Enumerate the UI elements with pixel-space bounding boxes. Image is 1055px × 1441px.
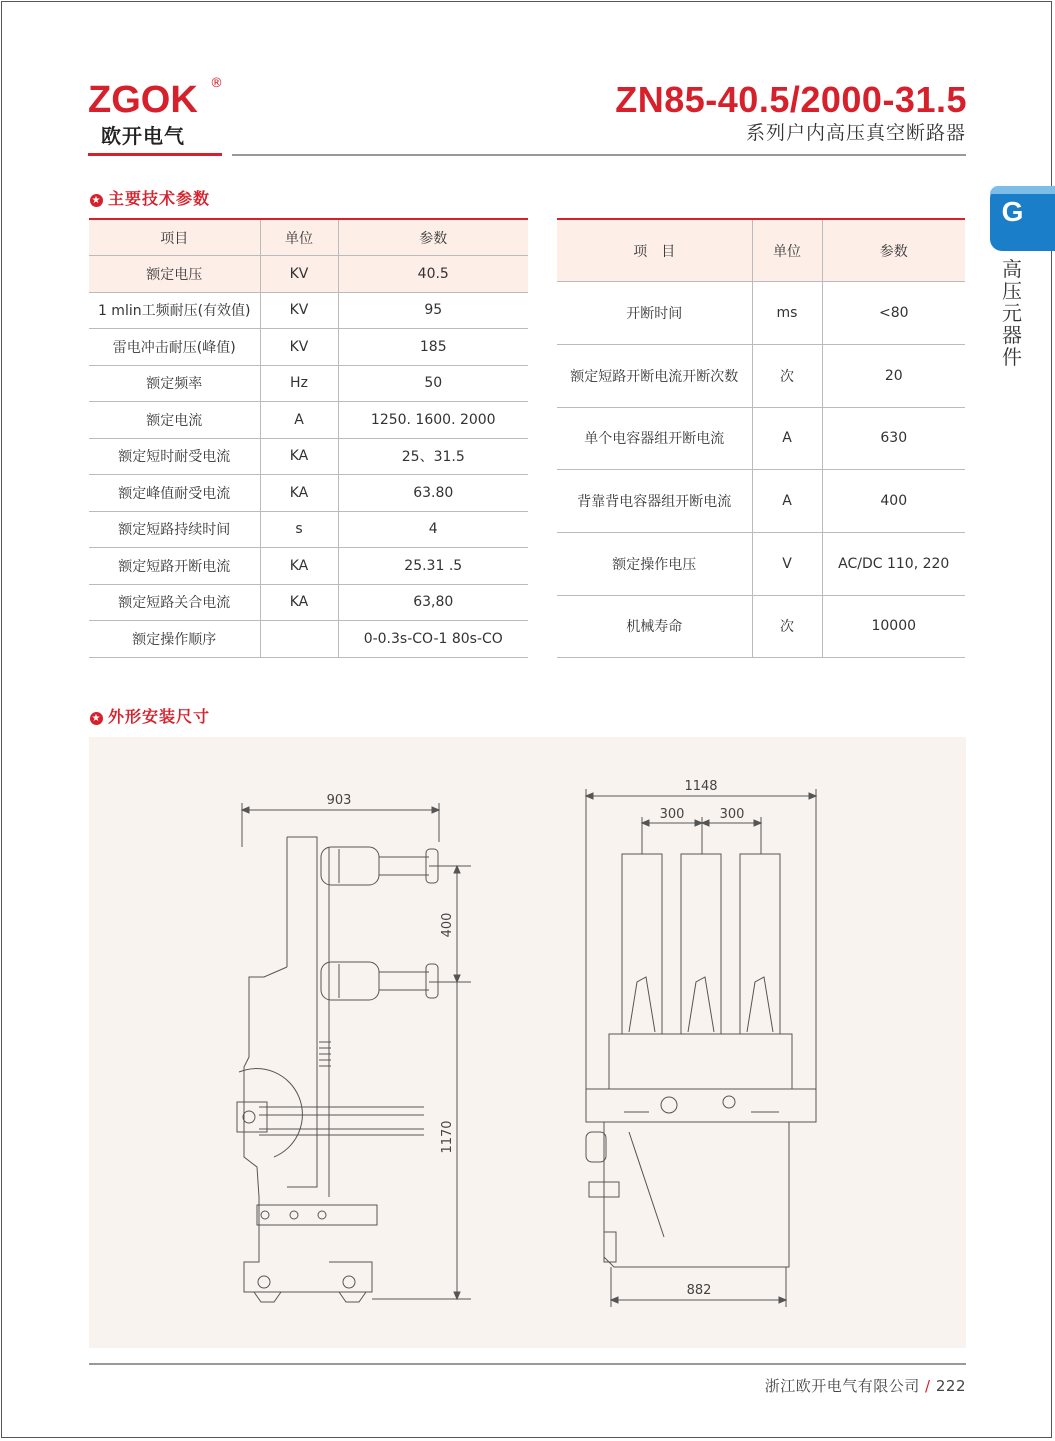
table-cell: 4 (338, 511, 528, 548)
table-row (557, 532, 965, 595)
table-cell: 额定操作电压 (557, 532, 752, 595)
table-cell: 95 (338, 292, 528, 329)
table-cell: 次 (752, 595, 822, 658)
table-cell: A (752, 407, 822, 470)
table-cell: <80 (822, 282, 965, 345)
table-cell: Hz (260, 365, 338, 402)
table-cell: 次 (752, 344, 822, 407)
table-row (89, 621, 528, 658)
footer-separator: / (925, 1377, 931, 1395)
star-bullet-icon: ★ (91, 195, 102, 206)
table-cell: 185 (338, 329, 528, 366)
company-name: 浙江欧开电气有限公司 (764, 1377, 920, 1395)
table-cell: 10000 (822, 595, 965, 658)
table-cell: ms (752, 282, 822, 345)
table-cell: 额定短路开断电流 (89, 548, 260, 585)
page-number: 222 (935, 1377, 966, 1395)
section-dimensions-title: ★ 外形安装尺寸 (91, 707, 211, 726)
table-cell: 额定短路开断电流开断次数 (557, 344, 752, 407)
chapter-tab-highlight (990, 186, 1055, 194)
product-model: ZN85-40.5/2000-31.5 (615, 79, 967, 120)
dim-400: 400 (440, 912, 455, 938)
brand-logo (88, 76, 233, 158)
table-header-row (557, 219, 965, 282)
table-cell (260, 621, 338, 658)
table-cell: KA (260, 584, 338, 621)
table-row (89, 548, 528, 585)
table-row (557, 344, 965, 407)
registered-mark: ® (210, 76, 223, 91)
table-row (89, 329, 528, 366)
table-cell: 额定短时耐受电流 (89, 438, 260, 475)
table-cell: 额定电压 (89, 256, 260, 293)
chapter-title: 高压元器件 (1002, 257, 1022, 369)
table-cell: 63,80 (338, 584, 528, 621)
col-header-item: 项目 (89, 219, 260, 256)
side-view-drawing (237, 793, 471, 1302)
table-cell: 1 mlin工频耐压(有效值) (89, 292, 260, 329)
table-cell: 雷电冲击耐压(峰值) (89, 329, 260, 366)
table-cell: 25.31 .5 (338, 548, 528, 585)
front-view-drawing (586, 779, 816, 1307)
dimension-drawing (89, 737, 966, 1348)
table-row (89, 402, 528, 439)
table-cell: 40.5 (338, 256, 528, 293)
specs-table-right (557, 218, 965, 658)
table-cell: KV (260, 256, 338, 293)
table-cell: 额定峰值耐受电流 (89, 475, 260, 512)
col-header-unit: 单位 (260, 219, 338, 256)
table-row (89, 438, 528, 475)
table-header-row (89, 219, 528, 256)
dim-300-left: 300 (659, 807, 685, 822)
table-cell: 1250. 1600. 2000 (338, 402, 528, 439)
table-cell: KA (260, 475, 338, 512)
dim-1148: 1148 (684, 779, 718, 794)
logo-underline (88, 153, 222, 156)
table-cell: s (260, 511, 338, 548)
footer-rule (89, 1363, 966, 1365)
table-cell: 630 (822, 407, 965, 470)
table-cell: 额定操作顺序 (89, 621, 260, 658)
header-rule (232, 154, 966, 156)
col-header-value: 参数 (822, 219, 965, 282)
table-row (89, 511, 528, 548)
brand-name: 欧开电气 (101, 124, 185, 148)
table-cell: A (260, 402, 338, 439)
table-cell: V (752, 532, 822, 595)
table-cell: 机械寿命 (557, 595, 752, 658)
table-cell: 单个电容器组开断电流 (557, 407, 752, 470)
chapter-letter: G (1001, 196, 1024, 227)
table-row (89, 365, 528, 402)
table-cell: 额定短路关合电流 (89, 584, 260, 621)
dim-300-right: 300 (719, 807, 745, 822)
table-row (89, 256, 528, 293)
dim-1170: 1170 (440, 1120, 455, 1154)
table-row (557, 282, 965, 345)
col-header-value: 参数 (338, 219, 528, 256)
specs-table-left (89, 218, 528, 658)
table-row (557, 407, 965, 470)
table-cell: KV (260, 329, 338, 366)
table-cell: 开断时间 (557, 282, 752, 345)
product-subtitle: 系列户内高压真空断路器 (745, 122, 966, 144)
table-cell: KV (260, 292, 338, 329)
footer (765, 1375, 966, 1396)
table-cell: 额定频率 (89, 365, 260, 402)
logo-mark: ZGOK (88, 79, 198, 121)
table-cell: 400 (822, 470, 965, 533)
table-cell: 50 (338, 365, 528, 402)
table-cell: KA (260, 548, 338, 585)
table-cell: 0-0.3s-CO-1 80s-CO (338, 621, 528, 658)
dim-882: 882 (686, 1283, 712, 1298)
table-row (557, 595, 965, 658)
table-cell: 背靠背电容器组开断电流 (557, 470, 752, 533)
table-cell: KA (260, 438, 338, 475)
col-header-unit: 单位 (752, 219, 822, 282)
table-cell: A (752, 470, 822, 533)
section-specs-title: ★ 主要技术参数 (91, 189, 211, 208)
dimension-drawing-svg (89, 737, 966, 1348)
chapter-tab (990, 186, 1055, 251)
table-cell: 63.80 (338, 475, 528, 512)
table-row (89, 292, 528, 329)
table-row (557, 470, 965, 533)
table-cell: AC/DC 110, 220 (822, 532, 965, 595)
table-row (89, 584, 528, 621)
table-row (89, 475, 528, 512)
table-cell: 25、31.5 (338, 438, 528, 475)
table-cell: 额定短路持续时间 (89, 511, 260, 548)
star-bullet-icon: ★ (91, 713, 102, 724)
dim-903: 903 (326, 793, 352, 808)
col-header-item: 项 目 (557, 219, 752, 282)
table-cell: 20 (822, 344, 965, 407)
table-cell: 额定电流 (89, 402, 260, 439)
